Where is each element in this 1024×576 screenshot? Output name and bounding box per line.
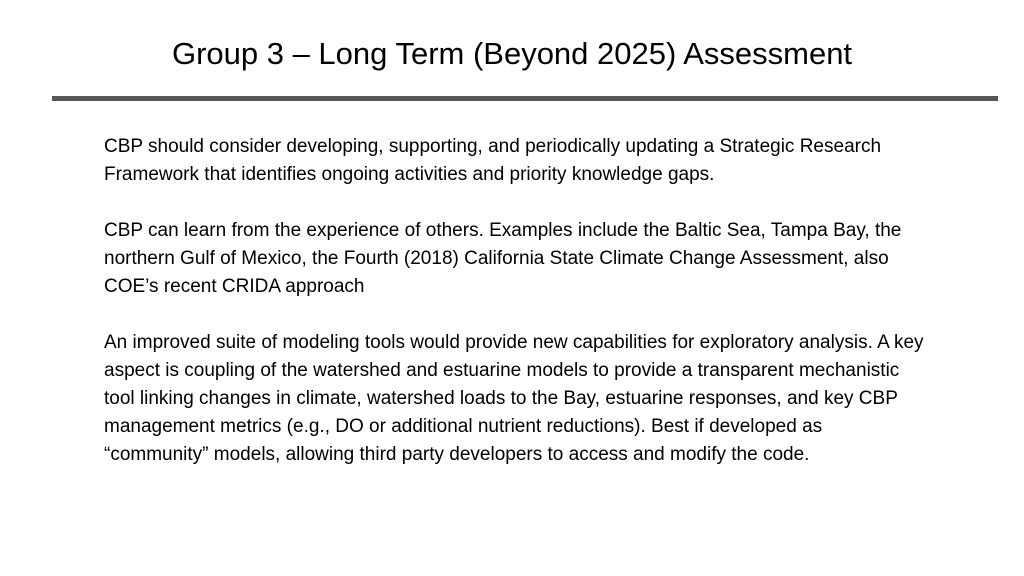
- slide-title: Group 3 – Long Term (Beyond 2025) Assessment: [171, 36, 853, 71]
- slide-body: [104, 133, 924, 469]
- title-divider: [52, 96, 998, 101]
- paragraph-learn-from-others: CBP can learn from the experience of others. Examples include the Baltic Sea, Tampa Bay, the northern Gulf of Mexico, the Fourth (2018) California State Climate Change Assessment, also COE’s recent CRIDA approach: [104, 220, 902, 297]
- paragraph-strategic-framework: CBP should consider developing, supporting, and periodically updating a Strategic Research Framework that identifies ongoing activities and priority knowledge gaps.: [104, 136, 882, 185]
- paragraph-modeling-tools: An improved suite of modeling tools would provide new capabilities for exploratory analysis. A key aspect is coupling of the watershed and estuarine models to provide a transparent mechanistic tool linking changes in climate, watershed loads to the Bay, estuarine responses, and key CBP management metrics (e.g., DO or additional nutrient reductions). Best if developed as “community” models, allowing third party developers to access and modify the code.: [104, 332, 924, 465]
